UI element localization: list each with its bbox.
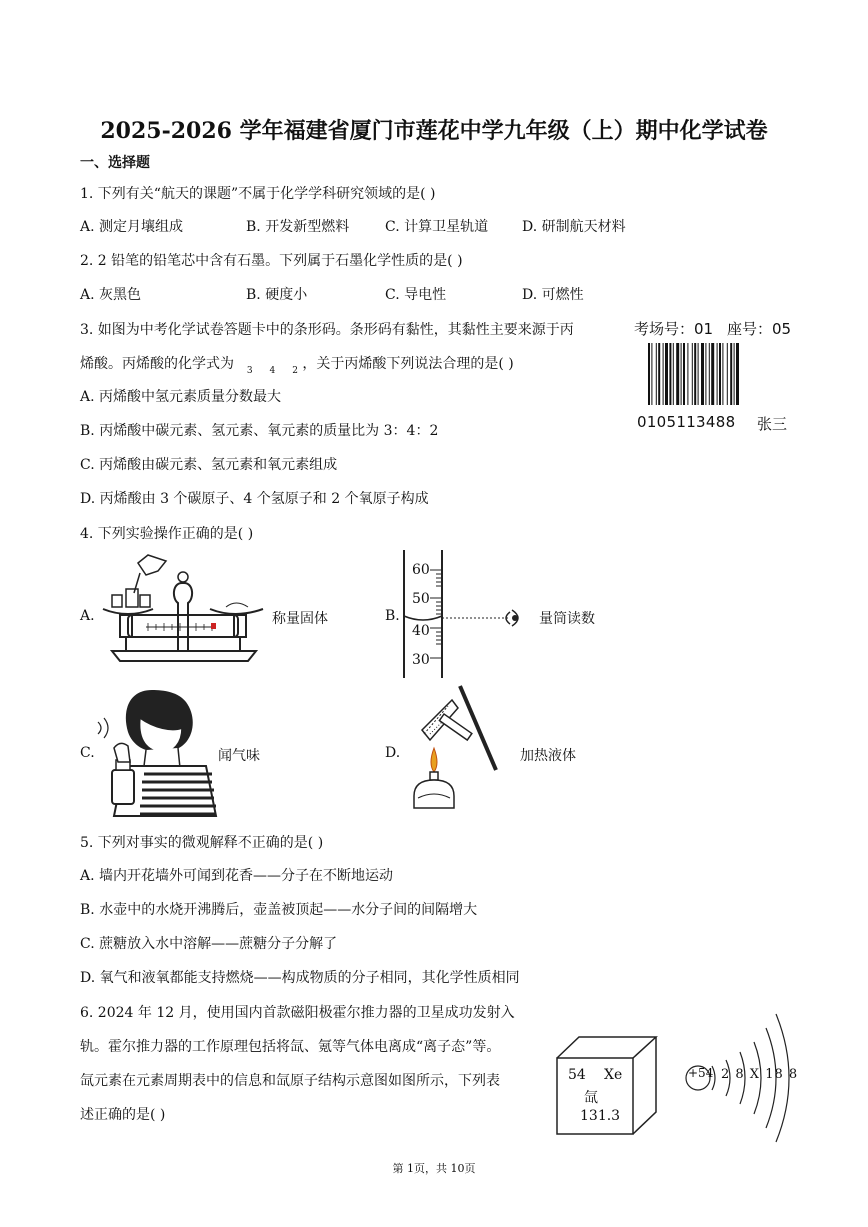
q5-option-b: B. 水壶中的水烧开沸腾后，壶盖被顶起——水分子间的间隔增大 [80, 902, 478, 918]
smelling-boy-illustration [94, 688, 219, 816]
q5-option-d: D. 氧气和液氧都能支持燃烧——构成物质的分子相同，其化学性质相同 [80, 970, 520, 986]
balance-scale-illustration [98, 553, 268, 668]
barcode-bar [730, 343, 732, 405]
q1-stem: 1. 下列有关“航天的课题”不属于化学学科研究领域的是( ) [80, 186, 436, 202]
barcode-bar [722, 343, 723, 405]
barcode-bar [687, 343, 688, 405]
barcode-bar [648, 343, 650, 405]
q6-line-1: 6. 2024 年 12 月，使用国内首款磁阳极霍尔推力器的卫星成功发射入 [80, 1005, 515, 1021]
atom-nucleus-charge: +54 [688, 1066, 714, 1080]
q3-stem-text: 烯酸。丙烯酸的化学式为 [80, 356, 234, 372]
barcode-bar [701, 343, 704, 405]
q3-stem-line2 [80, 353, 514, 376]
barcode-bar [736, 343, 739, 405]
barcode-bar [683, 343, 685, 405]
barcode-seat: 座号：05 [727, 320, 792, 338]
q2-stem: 2. 2 铅笔的铅笔芯中含有石墨。下列属于石墨化学性质的是( ) [80, 253, 463, 269]
q4-caption-d: 加热液体 [520, 748, 576, 764]
page-footer: 第 1页，共 10页 [392, 1162, 476, 1175]
atom-electron-shells: 2 8 X 18 8 [721, 1067, 799, 1082]
barcode-bar [734, 343, 735, 405]
q1-option-b: B. 开发新型燃料 [246, 219, 350, 235]
barcode-bar [705, 343, 706, 405]
q5-stem: 5. 下列对事实的微观解释不正确的是( ) [80, 835, 324, 851]
q6-line-2: 轨。霍尔推力器的工作原理包括将氙、氪等气体电离成“离子态”等。 [80, 1039, 501, 1055]
q1-option-a: A. 测定月壤组成 [80, 219, 184, 235]
cylinder-tick-30: 30 [412, 652, 430, 668]
barcode-bar [717, 343, 718, 405]
barcode-bar [698, 343, 699, 405]
barcode-bar [673, 343, 674, 405]
q3-stem-text-2: ，关于丙烯酸下列说法合理的是( ) [302, 356, 514, 372]
q3-option-d: D. 丙烯酸由 3 个碳原子、4 个氢原子和 2 个氧原子构成 [80, 491, 429, 507]
barcode-bar [656, 343, 657, 405]
barcode-bar [669, 343, 671, 405]
barcode-bar [676, 343, 679, 405]
barcode-bar [692, 343, 693, 405]
q3-option-a: A. 丙烯酸中氢元素质量分数最大 [80, 389, 282, 405]
q2-option-a: A. 灰黑色 [80, 287, 142, 303]
cylinder-tick-60: 60 [412, 562, 430, 578]
page-title: 2025-2026 学年福建省厦门市莲花中学九年级（上）期中化学试卷 [100, 118, 768, 144]
q6-line-4: 述正确的是( ) [80, 1107, 166, 1123]
barcode-bar [663, 343, 664, 405]
barcode-bar [651, 343, 652, 405]
q1-option-d: D. 研制航天材料 [522, 219, 626, 235]
barcode-bar [709, 343, 710, 405]
q4-label-b: B. [385, 608, 400, 624]
barcode-bar [658, 343, 660, 405]
barcode-name: 张三 [757, 415, 788, 433]
heating-test-tube-illustration [400, 686, 510, 816]
q4-label-d: D. [385, 745, 401, 761]
barcode-bar [719, 343, 721, 405]
q2-option-b: B. 硬度小 [246, 287, 308, 303]
cylinder-tick-50: 50 [412, 591, 430, 607]
barcode-bar [681, 343, 682, 405]
q3-option-c: C. 丙烯酸由碳元素、氢元素和氧元素组成 [80, 457, 338, 473]
q4-caption-c: 闻气味 [218, 748, 260, 764]
barcode-room: 考场号：01 [634, 320, 714, 338]
cylinder-tick-40: 40 [412, 623, 430, 639]
formula-subscript-c: 3 [246, 366, 253, 376]
section-heading: 一、选择题 [80, 155, 150, 171]
q6-line-3: 氙元素在元素周期表中的信息和氙原子结构示意图如图所示，下列表 [80, 1073, 500, 1089]
barcode-bar [727, 343, 728, 405]
element-atomic-number: 54 [568, 1067, 586, 1083]
q3-stem-line1: 3. 如图为中考化学试卷答题卡中的条形码。条形码有黏性，其黏性主要来源于丙 [80, 322, 574, 338]
q5-option-c: C. 蔗糖放入水中溶解——蔗糖分子分解了 [80, 936, 338, 952]
q4-label-c: C. [80, 745, 95, 761]
barcode-bar [665, 343, 668, 405]
q2-option-d: D. 可燃性 [522, 287, 584, 303]
barcode-image [648, 343, 788, 405]
q4-caption-a: 称量固体 [272, 611, 328, 627]
formula-subscript-o: 2 [292, 366, 298, 376]
q3-option-b: B. 丙烯酸中碳元素、氢元素、氧元素的质量比为 3：4：2 [80, 423, 439, 439]
q4-caption-b: 量筒读数 [539, 611, 595, 627]
q2-option-c: C. 导电性 [385, 287, 447, 303]
element-atomic-mass: 131.3 [580, 1108, 621, 1124]
q4-stem: 4. 下列实验操作正确的是( ) [80, 526, 254, 542]
barcode-bar [694, 343, 696, 405]
q1-option-c: C. 计算卫星轨道 [385, 219, 489, 235]
barcode-number: 0105113488 [637, 413, 736, 431]
element-symbol: Xe [604, 1067, 623, 1083]
formula-subscript-h: 4 [269, 366, 276, 376]
q4-label-a: A. [80, 608, 95, 624]
element-name: 氙 [584, 1090, 598, 1106]
q5-option-a: A. 墙内开花墙外可闻到花香——分子在不断地运动 [80, 868, 394, 884]
barcode-bar [711, 343, 714, 405]
